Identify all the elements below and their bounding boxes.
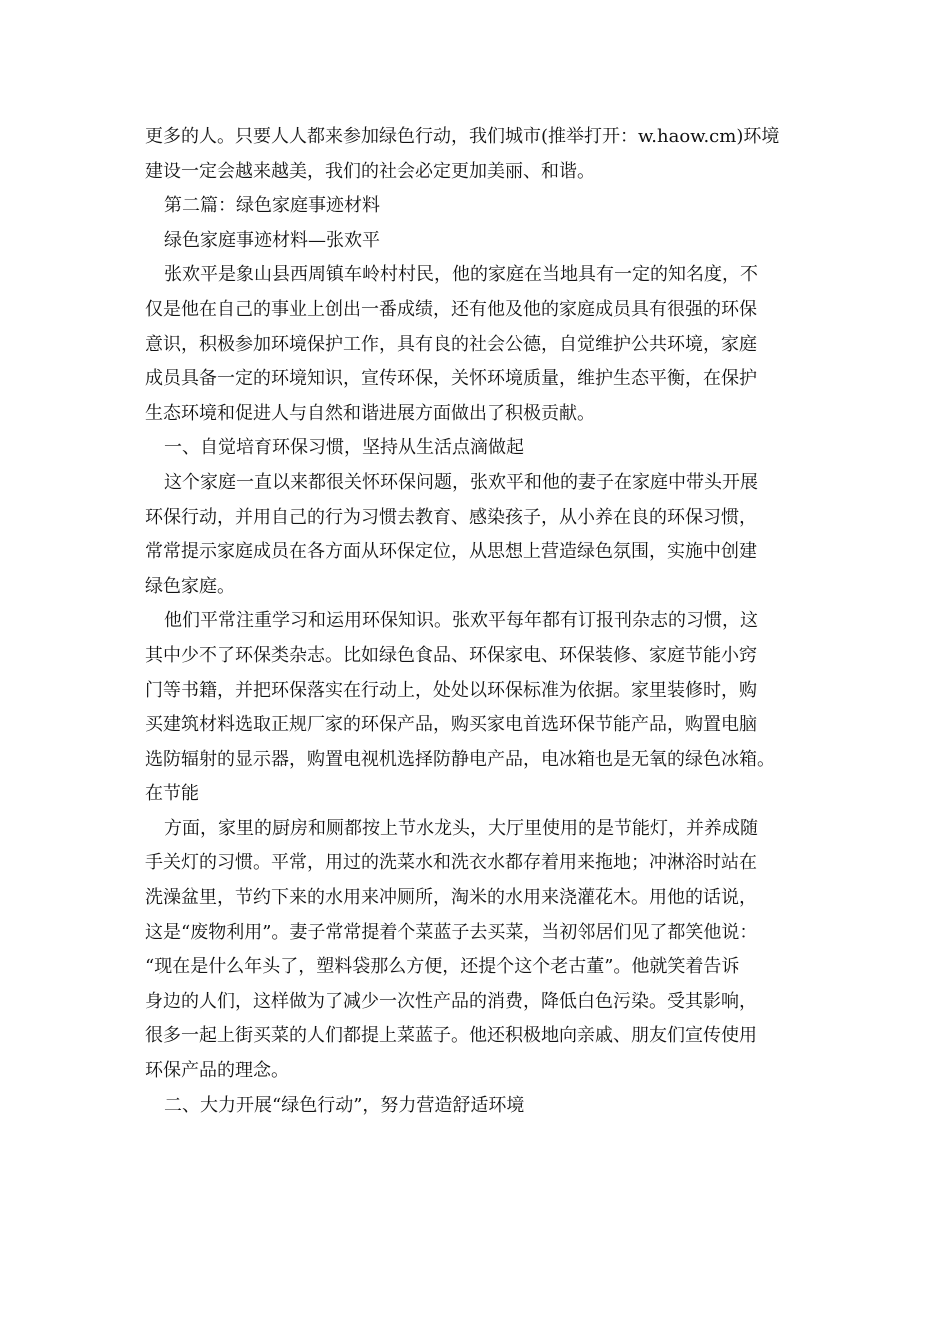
text-line: 其中少不了环保类杂志。比如绿色食品、环保家电、环保装修、家庭节能小窍 bbox=[145, 644, 757, 666]
text-line: 选防辐射的显示器，购置电视机选择防静电产品，电冰箱也是无氧的绿色冰箱。 bbox=[145, 748, 775, 770]
text-line: 环保产品的理念。 bbox=[145, 1060, 289, 1082]
text-line: 买建筑材料选取正规厂家的环保产品，购买家电首选环保节能产品，购置电脑 bbox=[145, 714, 757, 736]
text-line: 常常提示家庭成员在各方面从环保定位，从思想上营造绿色氛围，实施中创建 bbox=[145, 541, 757, 563]
text-line: 门等书籍，并把环保落实在行动上，处处以环保标准为依据。家里装修时，购 bbox=[145, 679, 757, 701]
text-line: 绿色家庭。 bbox=[145, 575, 235, 597]
subsection-heading: 一、自觉培育环保习惯，坚持从生活点滴做起 bbox=[164, 437, 524, 459]
text-line: 手关灯的习惯。平常，用过的洗菜水和洗衣水都存着用来拖地；冲淋浴时站在 bbox=[145, 852, 757, 874]
text-line: 在节能 bbox=[145, 783, 199, 805]
text-line: 仅是他在自己的事业上创出一番成绩，还有他及他的家庭成员具有很强的环保 bbox=[145, 298, 757, 320]
text-line: 这个家庭一直以来都很关怀环保问题，张欢平和他的妻子在家庭中带头开展 bbox=[164, 471, 758, 493]
text-line: 环保行动，并用自己的行为习惯去教育、感染孩子，从小养在良的环保习惯， bbox=[145, 506, 757, 528]
text-line: 更多的人。只要人人都来参加绿色行动，我们城市(推举打开：w.haow.cm)环境 bbox=[145, 126, 780, 147]
text-line: 很多一起上街买菜的人们都提上菜蓝子。他还积极地向亲戚、朋友们宣传使用 bbox=[145, 1025, 757, 1047]
text-line: 生态环境和促进人与自然和谐进展方面做出了积极贡献。 bbox=[145, 402, 595, 424]
text-line: 张欢平是象山县西周镇车岭村村民，他的家庭在当地具有一定的知名度，不 bbox=[164, 264, 758, 286]
text-line: 建设一定会越来越美，我们的社会必定更加美丽、和谐。 bbox=[145, 160, 595, 182]
text-line: 意识，积极参加环境保护工作，具有良的社会公德，自觉维护公共环境，家庭 bbox=[145, 333, 757, 355]
subsection-heading: 二、大力开展“绿色行动”，努力营造舒适环境 bbox=[164, 1094, 525, 1116]
text-line: 方面，家里的厨房和厕都按上节水龙头，大厅里使用的是节能灯，并养成随 bbox=[164, 817, 758, 839]
document-body bbox=[145, 120, 815, 1123]
text-line: “现在是什么年头了，塑料袋那么方便，还提个这个老古董”。他就笑着告诉 bbox=[145, 956, 740, 978]
text-line: 成员具备一定的环境知识，宣传环保，关怀环境质量，维护生态平衡，在保护 bbox=[145, 368, 757, 390]
text-line: 洗澡盆里，节约下来的水用来冲厕所，淘米的水用来浇灌花木。用他的话说， bbox=[145, 887, 757, 909]
text-line: 他们平常注重学习和运用环保知识。张欢平每年都有订报刊杂志的习惯，这 bbox=[164, 610, 758, 632]
text-line: 这是“废物利用”。妻子常常提着个菜蓝子去买菜，当初邻居们见了都笑他说： bbox=[145, 921, 758, 943]
section-heading: 第二篇：绿色家庭事迹材料 bbox=[164, 195, 380, 217]
article-title: 绿色家庭事迹材料—张欢平 bbox=[164, 229, 380, 251]
text-line: 身边的人们，这样做为了减少一次性产品的消费，降低白色污染。受其影响， bbox=[145, 990, 757, 1012]
